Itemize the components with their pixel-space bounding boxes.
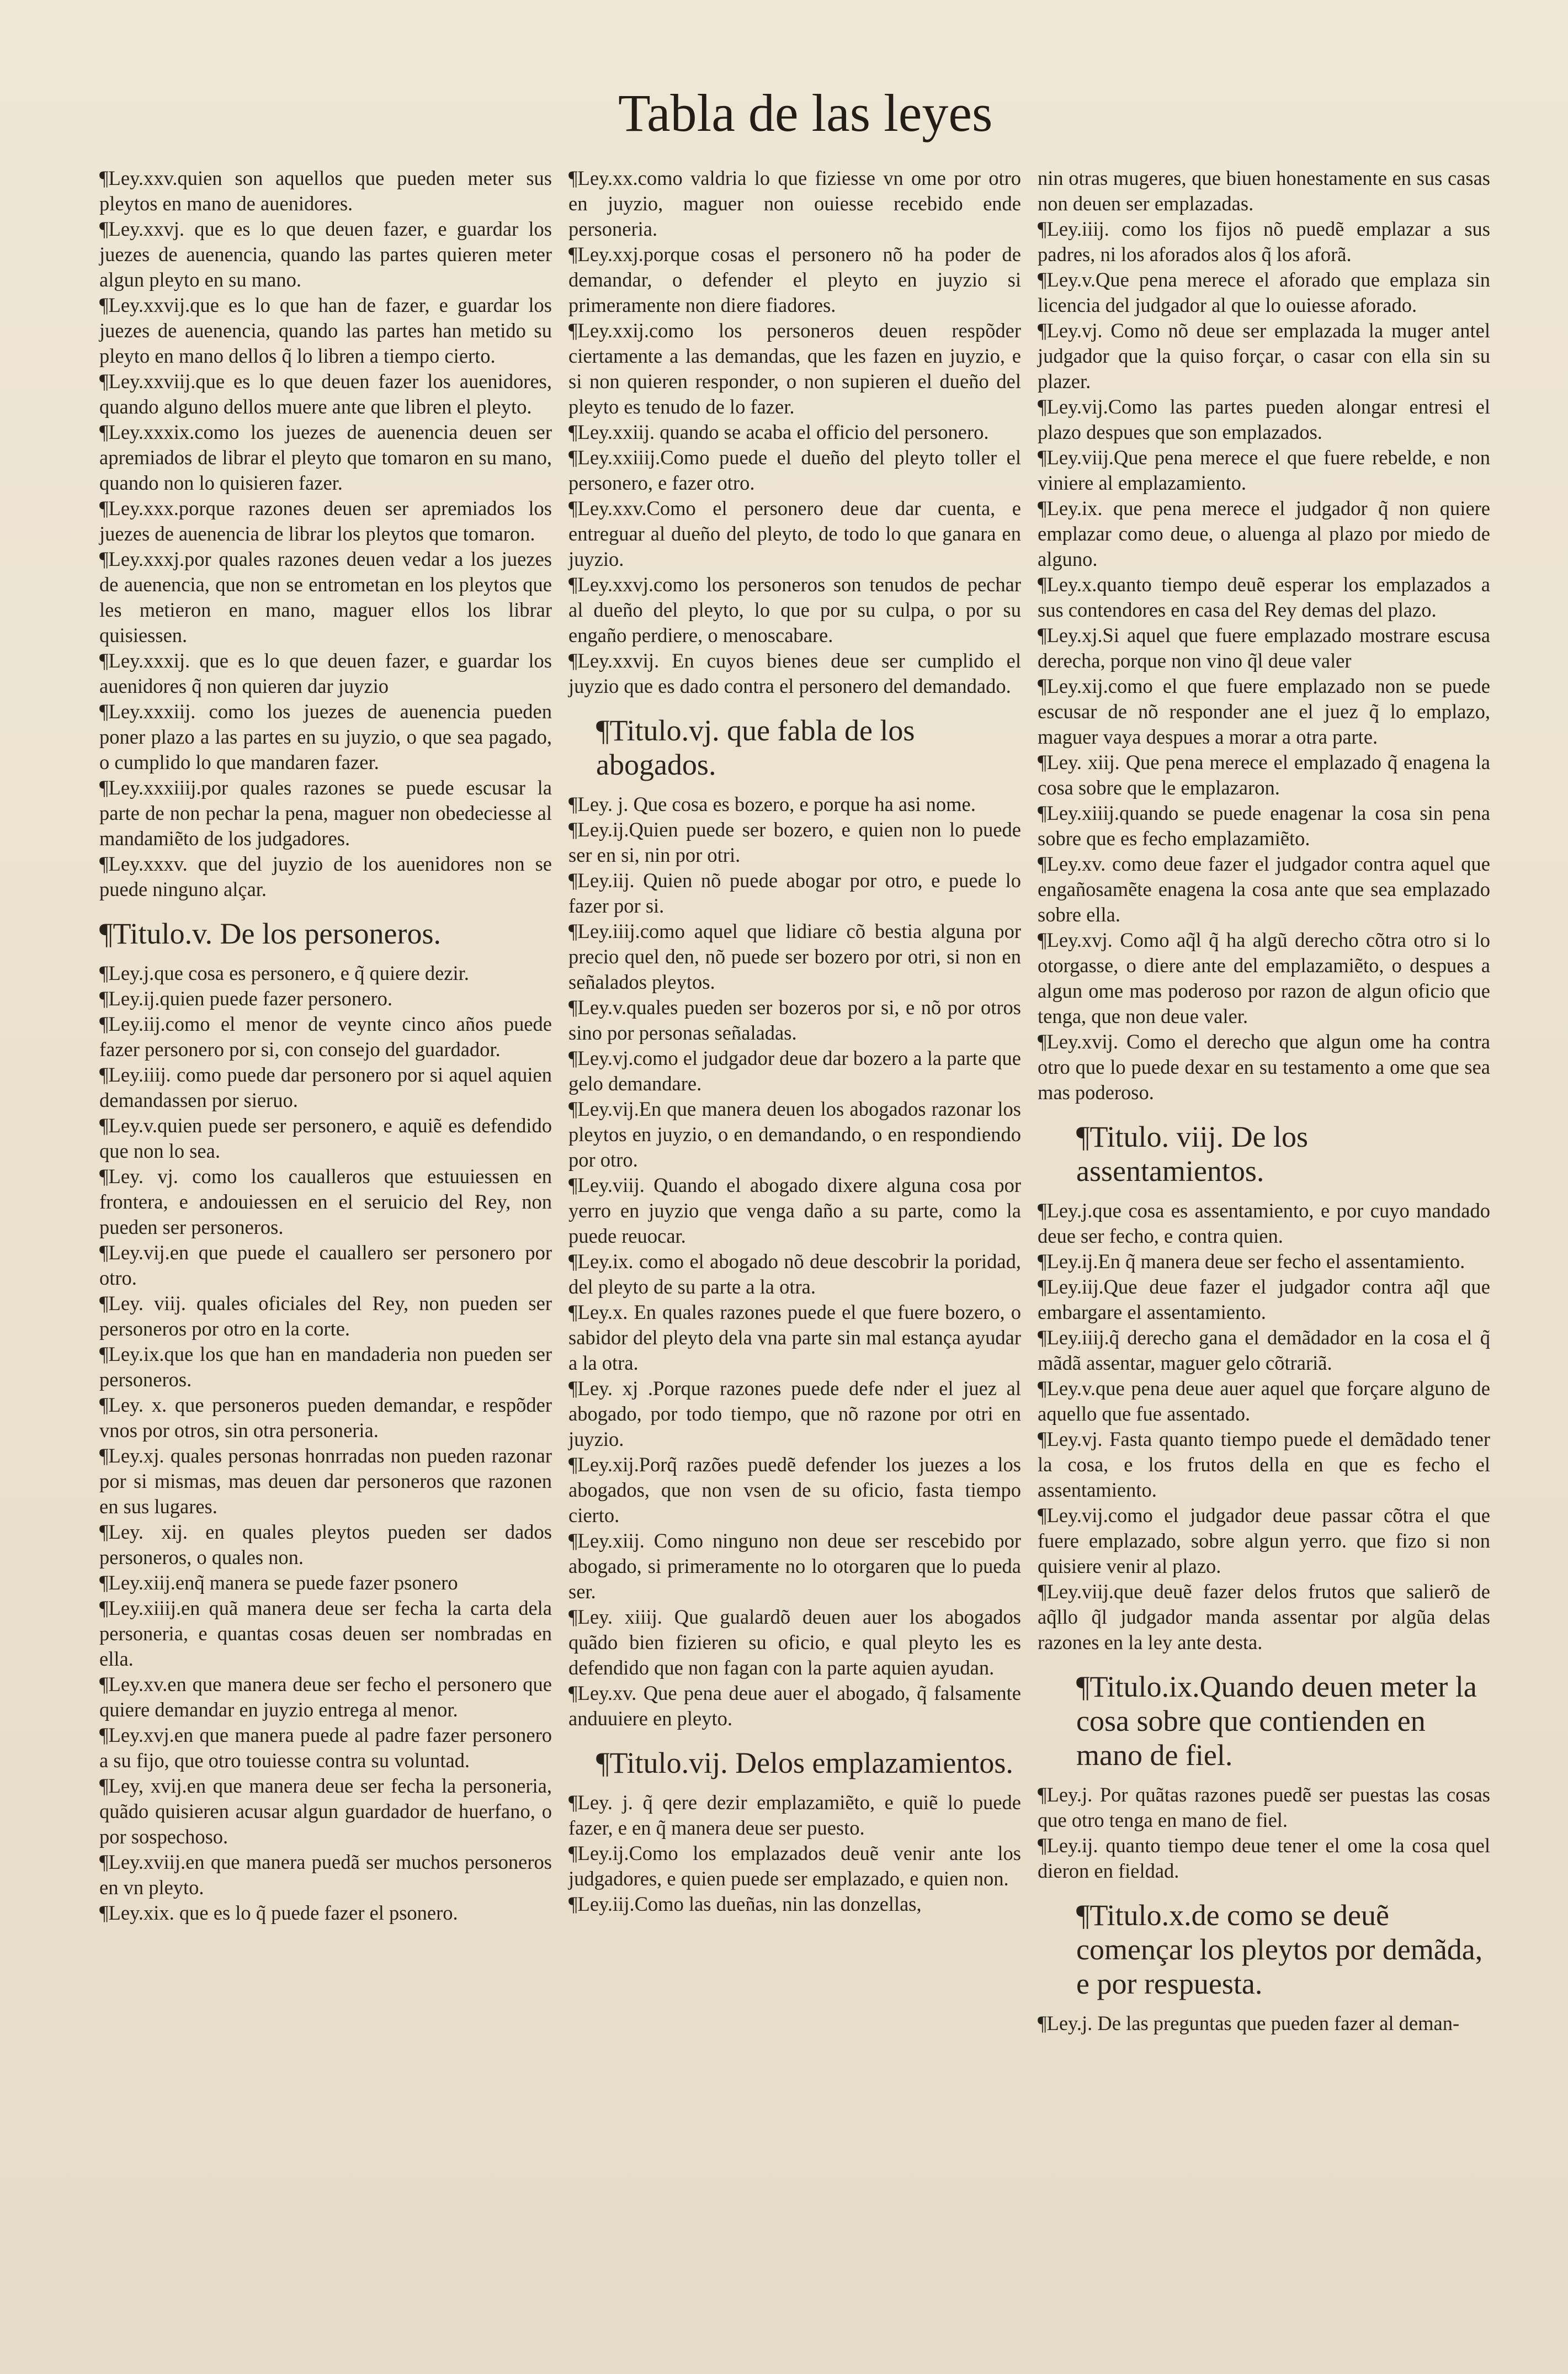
law-entry: ¶Ley.ij. quanto tiempo deue tener el ome la cosa quel dieron en fieldad.: [1038, 1834, 1490, 1882]
law-entry: ¶Ley.xxviij.que es lo que deuen fazer los auenidores, quando alguno dellos muere ante que libren el pleyto.: [99, 370, 552, 418]
law-entry: ¶Ley.xviij.en que manera puedã ser muchos personeros en vn pleyto.: [99, 1851, 552, 1899]
law-entry: ¶Ley. xiiij. Que gualardõ deuen auer los abogados quãdo bien fizieren su oficio, e qual pleyto les es defendido que non fagan con la parte aquien ayudan.: [568, 1605, 1021, 1679]
law-entry: ¶Ley. vj. como los caualleros que estuuiessen en frontera, e andouiessen en el seruicio del Rey, non pueden ser personeros.: [99, 1165, 552, 1238]
law-entry: ¶Ley. j. q̃ qere dezir emplazamiẽto, e quiẽ lo puede fazer, e en q̃ manera deue ser puesto.: [568, 1791, 1021, 1839]
law-entry: ¶Ley.j. De las preguntas que pueden fazer al deman-: [1038, 2012, 1460, 2034]
law-entry: ¶Ley. x. que personeros pueden demandar, e respõder vnos por otros, sin otra personeria.: [99, 1393, 552, 1442]
law-entry: ¶Ley.iiij. como los fijos nõ puedẽ emplazar a sus padres, ni los aforados alos q̃ los aforã.: [1038, 218, 1490, 266]
law-entry: nin otras mugeres, que biuen honestamente en sus casas non deuen ser emplazadas.: [1038, 167, 1490, 215]
law-entry: ¶Ley.iij.Que deue fazer el judgador contra aq̃l que embargare el assentamiento.: [1038, 1275, 1490, 1323]
law-entry: ¶Ley.xxxix.como los juezes de auenencia deuen ser apremiados de librar el pleyto que tomaron en su mano, quando non lo quisieren fazer.: [99, 421, 552, 494]
law-entry: ¶Ley.vij.Como las partes pueden alongar entresi el plazo despues que son emplazados.: [1038, 395, 1490, 443]
law-entry: ¶Ley.xxv.quien son aquellos que pueden meter sus pleytos en mano de auenidores.: [99, 167, 552, 215]
law-entry: ¶Ley, xvij.en que manera deue ser fecha la personeria, quãdo quisieren acusar algun guardador de huerfano, o por sospechoso.: [99, 1774, 552, 1848]
law-entry: ¶Ley.xxxiiij.por quales razones se puede escusar la parte de non pechar la pena, maguer non obedeciesse al mandamiẽto de los judgadores.: [99, 776, 552, 850]
law-entry: ¶Ley.v.quien puede ser personero, e aquiẽ es defendido que non lo sea.: [99, 1114, 552, 1162]
law-entry: ¶Ley.xxvj.como los personeros son tenudos de pechar al dueño del pleyto, lo que por su culpa, o por su engaño perdiere, o menoscabare.: [568, 573, 1021, 647]
law-entry: ¶Ley.xx.como valdria lo que fiziesse vn ome por otro en juyzio, maguer non ouiesse recebido ende personeria.: [568, 167, 1021, 240]
law-entry: ¶Ley. j. Que cosa es bozero, e porque ha asi nome.: [568, 793, 976, 815]
law-entry: ¶Ley.xv.en que manera deue ser fecho el personero que quiere demandar en juyzio entrega al menor.: [99, 1673, 552, 1721]
law-entry: ¶Ley.xvj. Como aq̃l q̃ ha algũ derecho cõtra otro si lo otorgasse, o diere ante del emplazamiẽto, o despues a algun ome mas poderoso por razon de algun oficio que tenga, que non deue valer.: [1038, 929, 1490, 1027]
law-entry: ¶Ley.vj. Como nõ deue ser emplazada la muger antel judgador que la quiso forçar, o casar con ella sin su plazer.: [1038, 319, 1490, 393]
law-entry: ¶Ley.xj.Si aquel que fuere emplazado mostrare escusa derecha, porque non vino q̃l deue valer: [1038, 624, 1490, 672]
law-entry: ¶Ley.iiij. como puede dar personero por si aquel aquien demandassen por sieruo.: [99, 1063, 552, 1111]
law-entry: ¶Ley.iij.como el menor de veynte cinco años puede fazer personero por si, con consejo del guardador.: [99, 1013, 552, 1061]
law-entry: ¶Ley.vij.como el judgador deue passar cõtra el que fuere emplazado, sobre algun yerro. que fizo si non quisiere venir al plazo.: [1038, 1504, 1490, 1577]
law-entry: ¶Ley.vij.en que puede el cauallero ser personero por otro.: [99, 1241, 552, 1289]
law-entry: ¶Ley.ix. como el abogado nõ deue descobrir la poridad, del pleyto de su parte a la otra.: [568, 1250, 1021, 1298]
law-entry: ¶Ley.vj. Fasta quanto tiempo puede el demãdado tener la cosa, e los frutos della en que es fecho el assentamiento.: [1038, 1428, 1490, 1501]
law-entry: ¶Ley.xxx.porque razones deuen ser apremiados los juezes de auenencia de librar los pleytos que tomaron.: [99, 497, 552, 545]
law-entry: ¶Ley.ij.En q̃ manera deue ser fecho el assentamiento.: [1038, 1250, 1465, 1273]
law-entry: ¶Ley.xvj.en que manera puede al padre fazer personero a su fijo, que otro touiesse contra su voluntad.: [99, 1724, 552, 1772]
law-entry: ¶Ley.x. En quales razones puede el que fuere bozero, o sabidor del pleyto dela vna parte sin mal estança ayudar a la otra.: [568, 1301, 1021, 1374]
law-entry: ¶Ley.vj.como el judgador deue dar bozero a la parte que gelo demandare.: [568, 1047, 1021, 1095]
law-entry: ¶Ley.v.que pena deue auer aquel que forçare alguno de aquello que fue assentado.: [1038, 1377, 1490, 1425]
law-entry: ¶Ley.iiij.q̃ derecho gana el demãdador en la cosa el q̃ mãdã assentar, maguer gelo cõtrariã.: [1038, 1326, 1490, 1374]
column-left: [99, 166, 552, 1926]
law-entry: ¶Ley.viij.Que pena merece el que fuere rebelde, e non viniere al emplazamiento.: [1038, 446, 1490, 494]
law-entry: ¶Ley.ix.que los que han en mandaderia non pueden ser personeros.: [99, 1343, 552, 1391]
section-heading: ¶Titulo. viij. De los assentamientos.: [1076, 1120, 1309, 1188]
law-entry: ¶Ley.j.que cosa es personero, e q̃ quiere dezir.: [99, 962, 469, 984]
section-heading: ¶Titulo.v. De los personeros.: [99, 917, 441, 950]
law-entry: ¶Ley.x.quanto tiempo deuẽ esperar los emplazados a sus contendores en casa del Rey demas del plazo.: [1038, 573, 1490, 621]
law-entry: ¶Ley.xxiij. quando se acaba el officio del personero.: [568, 421, 989, 443]
law-entry: ¶Ley. xiij. Que pena merece el emplazado q̃ enagena la cosa sobre que le emplazaron.: [1038, 751, 1490, 799]
law-entry: ¶Ley. viij. quales oficiales del Rey, non pueden ser personeros por otro en la corte.: [99, 1292, 552, 1340]
law-entry: ¶Ley.j.que cosa es assentamiento, e por cuyo mandado deue ser fecho, e contra quien.: [1038, 1199, 1490, 1247]
law-entry: ¶Ley.xxj.porque cosas el personero nõ ha poder de demandar, o defender el pleyto en juyzio si primeramente non diere fiadores.: [568, 243, 1021, 316]
law-entry: ¶Ley.iij.Como las dueñas, nin las donzellas,: [568, 1893, 922, 1915]
law-entry: ¶Ley.xxij.como los personeros deuen respõder ciertamente a las demandas, que les fazen en juyzio, e si non quieren responder, o non supieren el dueño del pleyto es tenudo de lo fazer.: [568, 319, 1021, 418]
law-entry: ¶Ley.xxxv. que del juyzio de los auenidores non se puede ninguno alçar.: [99, 852, 552, 900]
section-heading: ¶Titulo.vj. que fabla de los abogados.: [596, 714, 915, 781]
law-entry: ¶Ley.xix. que es lo q̃ puede fazer el psonero.: [99, 1901, 458, 1924]
law-entry: ¶Ley.xxxj.por quales razones deuen vedar a los juezes de auenencia, que non se entrometan en los pleytos que les metieron en mano, maguer ellos los librar quisiessen.: [99, 548, 552, 647]
law-entry: ¶Ley.xxvij.que es lo que han de fazer, e guardar los juezes de auenencia, quando las partes han metido su pleyto en mano dellos q̃ lo libren a tiempo cierto.: [99, 294, 552, 367]
law-entry: ¶Ley.viij.que deuẽ fazer delos frutos que salierõ de aq̃llo q̃l judgador manda assentar por algũa delas razones en la ley ante desta.: [1038, 1580, 1490, 1654]
law-entry: ¶Ley.xj. quales personas honrradas non pueden razonar por si mismas, mas deuen dar personeros que razonen en sus lugares.: [99, 1444, 552, 1518]
law-entry: ¶Ley.xxvj. que es lo que deuen fazer, e guardar los juezes de auenencia, quando las partes quieren meter algun pleyto en su mano.: [99, 218, 552, 291]
section-heading: ¶Titulo.x.de como se deuẽ començar los pleytos por demãda, e por respuesta.: [1076, 1899, 1483, 2000]
page-title: Tabla de las leyes: [618, 83, 993, 142]
law-entry: ¶Ley.j. Por quãtas razones puedẽ ser puestas las cosas que otro tenga en mano de fiel.: [1038, 1783, 1490, 1831]
law-entry: ¶Ley. xij. en quales pleytos pueden ser dados personeros, o quales non.: [99, 1520, 552, 1568]
law-entry: ¶Ley.xxiiij.Como puede el dueño del pleyto toller el personero, e fazer otro.: [568, 446, 1021, 494]
law-entry: ¶Ley.xiij.enq̃ manera se puede fazer psonero: [99, 1571, 458, 1594]
law-entry: ¶Ley.iiij.como aquel que lidiare cõ bestia alguna por precio quel den, nõ puede ser bozero por otri, si non en señalados pleytos.: [568, 920, 1021, 993]
law-entry: ¶Ley.viij. Quando el abogado dixere alguna cosa por yerro en juyzio que venga daño a su parte, como la puede reuocar.: [568, 1174, 1021, 1247]
law-entry: ¶Ley.iij. Quien nõ puede abogar por otro, e puede lo fazer por si.: [568, 869, 1021, 917]
law-entry: ¶Ley.ij.Quien puede ser bozero, e quien non lo puede ser en si, nin por otri.: [568, 818, 1021, 866]
law-entry: ¶Ley. xj .Porque razones puede defe nder el juez al abogado, por todo tiempo, que nõ razone por otri en juyzio.: [568, 1377, 1021, 1450]
law-entry: ¶Ley.xxxiij. como los juezes de auenencia pueden poner plazo a las partes en su juyzio, o que sea pagado, o cumplido lo que mandaren fazer.: [99, 700, 552, 773]
column-right: [1038, 166, 1490, 2036]
law-entry: ¶Ley.ij.quien puede fazer personero.: [99, 987, 393, 1010]
column-middle: [568, 166, 1021, 1917]
law-entry: ¶Ley.xxxij. que es lo que deuen fazer, e guardar los auenidores q̃ non quieren dar juyzio: [99, 649, 552, 697]
law-entry: ¶Ley.ij.Como los emplazados deuẽ venir ante los judgadores, e quien puede ser emplazado, e quien non.: [568, 1842, 1021, 1890]
law-entry: ¶Ley.xiij. Como ninguno non deue ser rescebido por abogado, si primeramente no lo otorgaren que lo pueda ser.: [568, 1529, 1021, 1603]
law-entry: ¶Ley.xij.Porq̃ razões puedẽ defender los juezes a los abogados, que non vsen de su oficio, fasta tiempo cierto.: [568, 1453, 1021, 1527]
section-heading: ¶Titulo.vij. Delos emplazamientos.: [596, 1746, 1013, 1779]
section-heading: ¶Titulo.ix.Quando deuen meter la cosa sobre que contienden en mano de fiel.: [1076, 1670, 1477, 1772]
law-entry: ¶Ley.xiiij.quando se puede enagenar la cosa sin pena sobre que es fecho emplazamiẽto.: [1038, 802, 1490, 850]
law-entry: ¶Ley.v.Que pena merece el aforado que emplaza sin licencia del judgador al que lo ouiesse aforado.: [1038, 268, 1490, 316]
law-entry: ¶Ley.xxvij. En cuyos bienes deue ser cumplido el juyzio que es dado contra el personero del demandado.: [568, 649, 1021, 697]
law-entry: ¶Ley.v.quales pueden ser bozeros por si, e nõ por otros sino por personas señaladas.: [568, 996, 1021, 1044]
law-entry: ¶Ley.xv. como deue fazer el judgador contra aquel que engañosamẽte enagena la cosa ante que sea emplazado sobre ella.: [1038, 852, 1490, 926]
law-entry: ¶Ley.xvij. Como el derecho que algun ome ha contra otro que lo puede dexar en su testamento a ome que sea mas poderoso.: [1038, 1030, 1490, 1104]
law-entry: ¶Ley.xxv.Como el personero deue dar cuenta, e entreguar al dueño del pleyto, de todo lo que ganara en juyzio.: [568, 497, 1021, 570]
law-entry: ¶Ley.xv. Que pena deue auer el abogado, q̃ falsamente anduuiere en pleyto.: [568, 1682, 1021, 1730]
law-entry: ¶Ley.xiiij.en quã manera deue ser fecha la carta dela personeria, e quantas cosas deuen ser nombradas en ella.: [99, 1597, 552, 1670]
law-entry: ¶Ley.xij.como el que fuere emplazado non se puede escusar de nõ responder ane el juez q̃ lo emplazo, maguer vaya despues a morar a otra parte.: [1038, 675, 1490, 748]
law-entry: ¶Ley.ix. que pena merece el judgador q̃ non quiere emplazar como deue, o aluenga al plazo por miedo de alguno.: [1038, 497, 1490, 570]
law-entry: ¶Ley.vij.En que manera deuen los abogados razonar los pleytos en juyzio, o en demandando, o en respondiendo por otro.: [568, 1098, 1021, 1171]
